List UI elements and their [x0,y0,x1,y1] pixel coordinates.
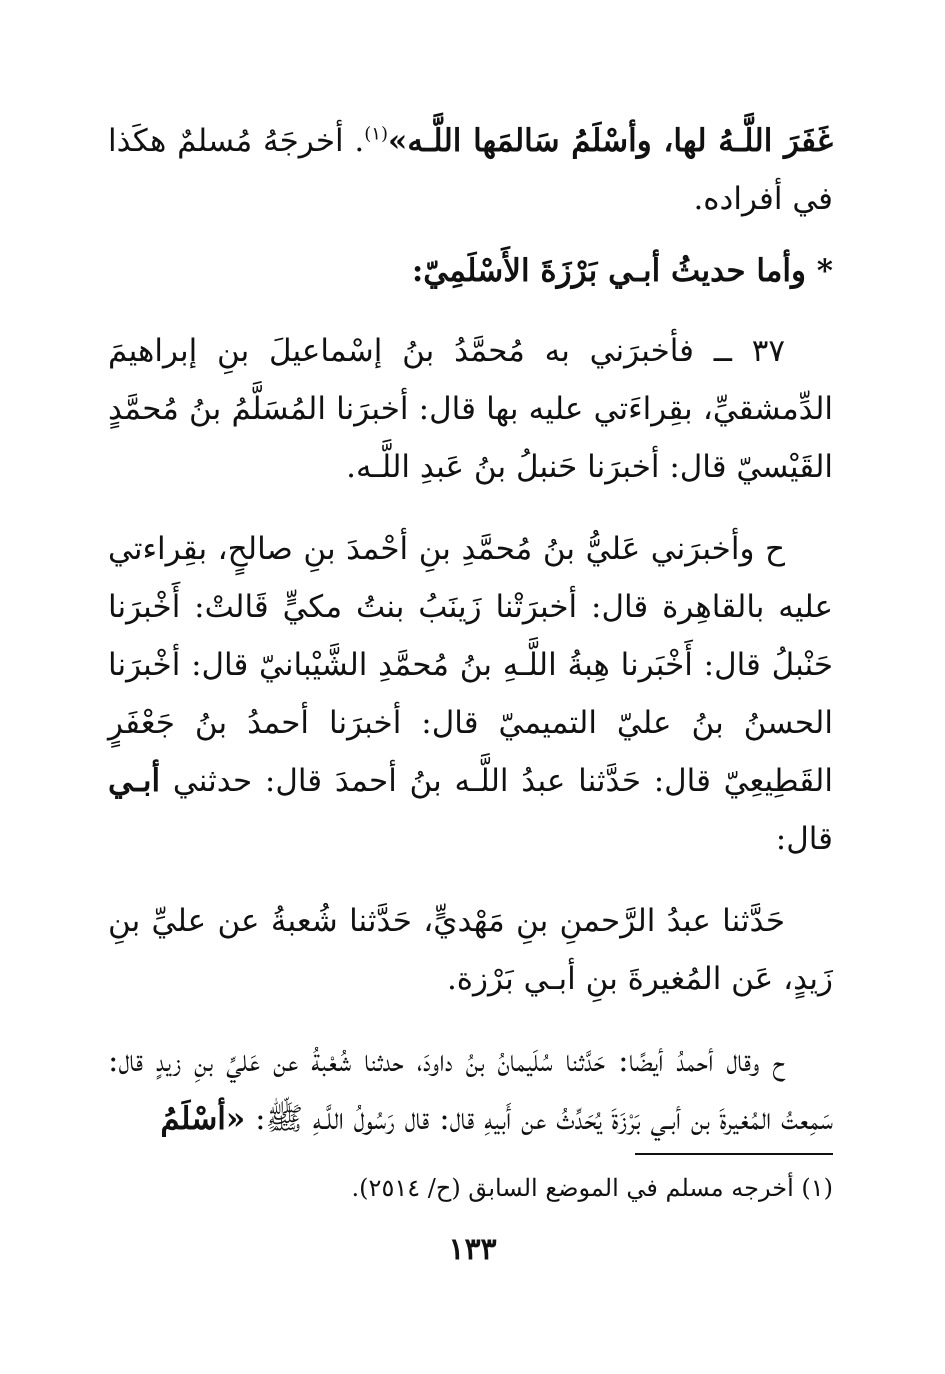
chain-text-end: قال: [775,821,833,857]
hadith-text-bold: غَفَرَ اللَّـهُ لها، وأسْلَمُ سَالمَها اللَّـه» [388,123,833,159]
main-text [108,112,833,1172]
hadith-start-bold: «أسْلَمُ [160,1101,246,1137]
paragraph-hadith-ending [108,112,833,228]
chain-text-bold: أبـي [108,763,161,799]
paragraph-chain-third [108,892,833,1008]
footnote: (١) أخرجه مسلم في الموضع السابق (ح/ ٢٥١٤). [351,1174,833,1202]
footnote-marker: (١) [364,123,388,145]
paragraph-chain-fourth [108,1032,833,1148]
chain-text: ح وأخبرَني عَليُّ بنُ مُحمَّدِ بنِ أحْمدَ بنِ صالحٍ، بقِراءتي عليه بالقاهِرة قال: أخبرَتْنا زَينَبُ بنتُ مكيٍّ قَالتْ: أَخْبرَنا حَنْبلُ قال: أَخْبَرنا هِبةُ اللَّـهِ بنُ مُحمَّدِ الشَّيْبانيّ قال: أخْبرَنا الحسنُ بنُ عليّ التميميّ قال: أخبرَنا أحمدُ بنُ جَعْفَرٍ القَطِيعِيّ قال: حَدَّثنا عبدُ اللَّـه بنُ أحمدَ قال: حدثني [108,531,833,799]
section-heading: * وأما حديثُ أبـي بَرْزَةَ الأَسْلَمِيّ: [411,253,833,289]
paragraph-chain-37 [108,322,833,496]
paragraph-chain-second [108,520,833,868]
footnote-divider [635,1153,833,1155]
page-number: ١٣٣ [448,1232,497,1267]
chain-text: ح وقال أحمدُ أيضًا: حَدَّثنا سُلَيمانُ بنُ داودَ، حدثنا شُعْبةُ عن عَليِّ بنِ زيدٍ قال: سَمِعتُ المُغيرةَ بن أبـي بَرْزَةَ يُحَدِّثُ عن أَبيهِ قال: قال رَسُولُ اللَّـهِ ﷺ: [108,1043,833,1137]
chain-text: ٣٧ ــ فأخبرَني به مُحمَّدُ بنُ إسْماعيلَ بنِ إبراهيمَ الدِّمشقيِّ، بقِراءَتي عليه بها قال: أخبرَنا المُسَلَّمُ بنُ مُحمَّدٍ القَيْسيّ قال: أخبرَنا حَنبلُ بنُ عَبدِ اللَّـه. [108,333,833,485]
chain-text: حَدَّثنا عبدُ الرَّحمنِ بنِ مَهْديٍّ، حَدَّثنا شُعبةُ عن عليِّ بنِ زَيدٍ، عَن المُغيرةَ بنِ أبـي بَرْزة. [108,903,833,997]
hadith-commentary: . أخرجَهُ مُسلمٌ هكَذا في أفراده. [108,123,833,217]
